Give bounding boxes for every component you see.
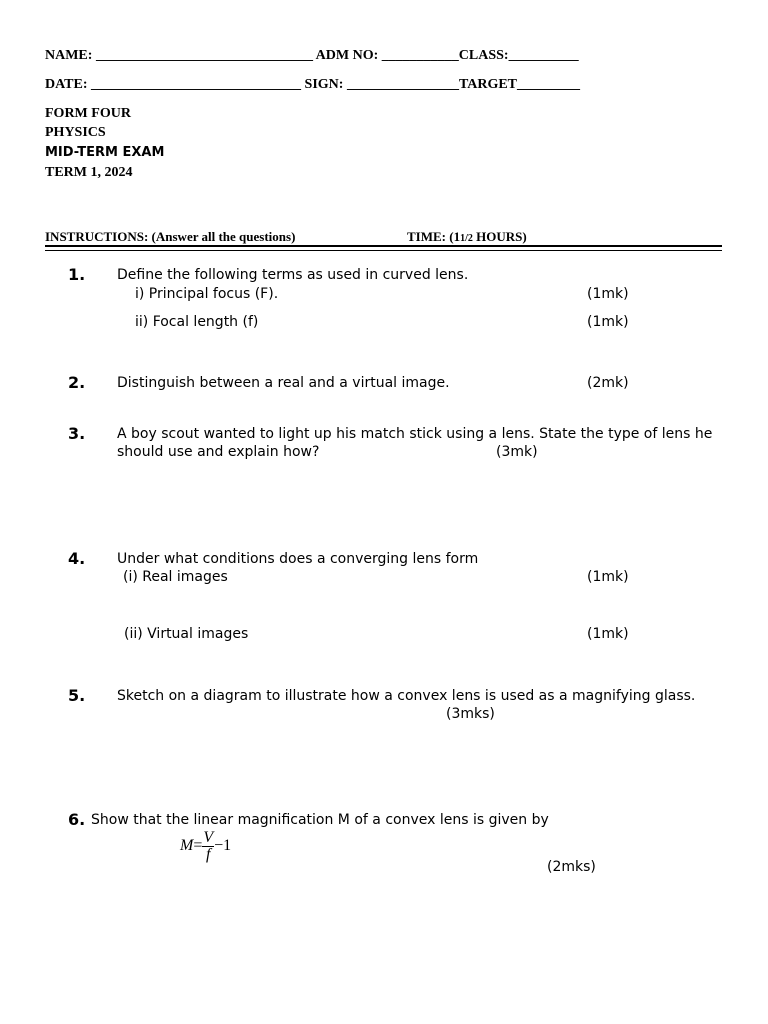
- time-fraction: 1/2: [460, 233, 473, 244]
- question-1-number: 1.: [68, 265, 86, 284]
- class-label: CLASS:: [458, 48, 509, 63]
- sign-label: SIGN:: [304, 77, 344, 92]
- time-prefix: TIME: (1: [407, 229, 461, 244]
- question-6-marks: (2mks): [547, 859, 596, 875]
- question-4-part-i: (i) Real images: [123, 569, 228, 585]
- name-blank: _______________________________: [95, 48, 313, 63]
- target-blank: _________: [517, 77, 581, 92]
- sign-blank: ________________: [346, 77, 459, 92]
- question-4-number: 4.: [68, 549, 86, 568]
- date-blank: ______________________________: [91, 77, 302, 92]
- question-3-line-1: A boy scout wanted to light up his match stick using a lens. State the type of lens he: [117, 426, 713, 442]
- header-rule-thick: [45, 245, 722, 247]
- date-label: DATE:: [45, 77, 88, 92]
- question-6-number: 6.: [68, 810, 86, 829]
- question-1-part-i: i) Principal focus (F).: [135, 286, 279, 302]
- term-label: TERM 1, 2024: [45, 165, 133, 180]
- name-label: NAME:: [45, 48, 93, 63]
- question-3-number: 3.: [68, 424, 86, 443]
- formula-numerator: V: [203, 829, 214, 846]
- formula-tail: −1: [214, 837, 232, 855]
- subject-label: PHYSICS: [45, 125, 106, 140]
- header-rule-thin: [45, 250, 722, 251]
- time-suffix: HOURS): [472, 229, 527, 244]
- question-2-marks: (2mk): [587, 375, 629, 391]
- question-4-part-i-marks: (1mk): [587, 569, 629, 585]
- question-1-part-ii-marks: (1mk): [587, 314, 629, 330]
- question-5-number: 5.: [68, 686, 86, 705]
- formula-lhs: M: [180, 837, 194, 855]
- question-6-text: Show that the linear magnification M of a convex lens is given by: [91, 812, 549, 828]
- question-5-marks: (3mks): [446, 706, 495, 722]
- formula-equals: =: [193, 837, 203, 855]
- question-3-marks: (3mk): [496, 444, 538, 460]
- question-1-part-ii: ii) Focal length (f): [135, 314, 259, 330]
- question-1-part-i-marks: (1mk): [587, 286, 629, 302]
- adm-no-blank: ___________: [381, 48, 459, 63]
- form-label: FORM FOUR: [45, 106, 131, 121]
- exam-label: MID-TERM EXAM: [45, 145, 165, 160]
- name-line: [45, 48, 579, 64]
- question-4-text: Under what conditions does a converging lens form: [117, 551, 479, 567]
- magnification-formula: [180, 830, 231, 863]
- question-2-number: 2.: [68, 373, 86, 392]
- question-5-text: Sketch on a diagram to illustrate how a convex lens is used as a magnifying glass.: [117, 688, 696, 704]
- formula-denominator: f: [206, 846, 211, 863]
- time-allowed: [407, 229, 527, 245]
- target-label: TARGET: [458, 77, 518, 92]
- date-line: [45, 77, 580, 93]
- class-blank: __________: [508, 48, 579, 63]
- question-4-part-ii: (ii) Virtual images: [124, 626, 249, 642]
- question-3-line-2: should use and explain how?: [117, 444, 320, 460]
- formula-fraction: [202, 830, 214, 863]
- instructions: INSTRUCTIONS: (Answer all the questions): [45, 229, 296, 244]
- question-4-part-ii-marks: (1mk): [587, 626, 629, 642]
- adm-no-label: ADM NO:: [315, 48, 379, 63]
- question-2-text: Distinguish between a real and a virtual image.: [117, 375, 450, 391]
- question-1-text: Define the following terms as used in curved lens.: [117, 267, 469, 283]
